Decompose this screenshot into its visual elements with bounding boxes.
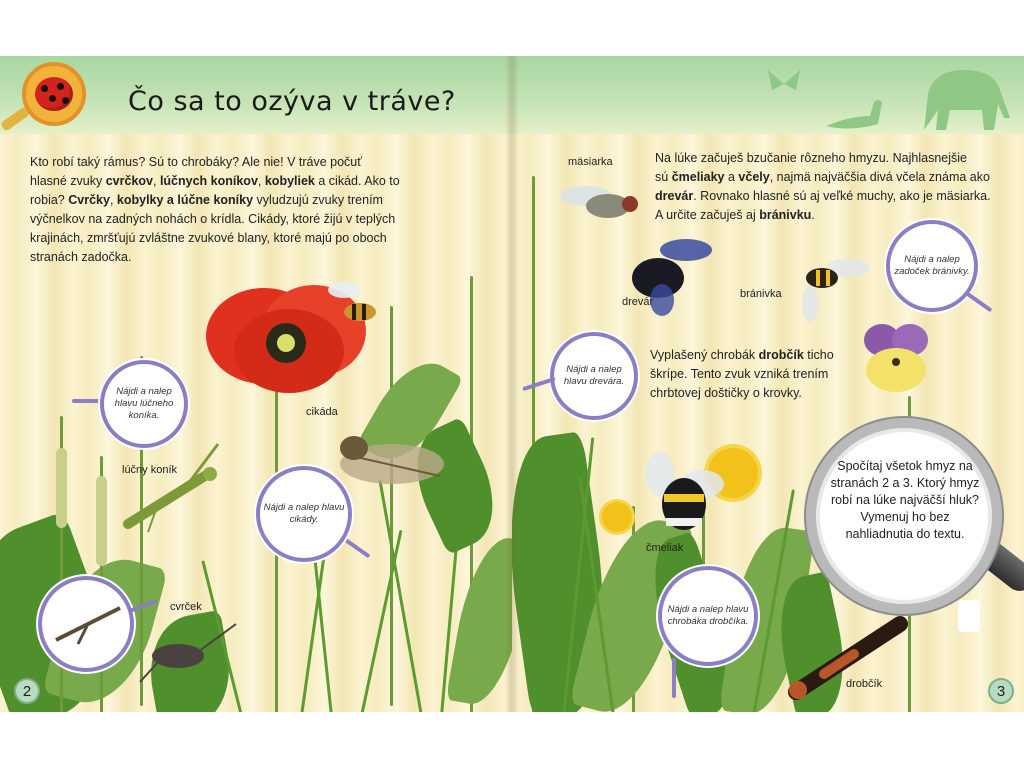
ladybug-icon — [35, 77, 73, 111]
text-line: hlasné zvuky cvrčkov, lúčnych koníkov, kobyliek a cikád. Ako to — [30, 174, 400, 188]
swan-silhouette-icon — [820, 96, 890, 132]
magnifier-question: Spočítaj všetok hmyz na stranách 2 a 3. Ktorý hmyz robí na lúke najväčší hluk? Vymenuj ho bez nahliadnutia do textu. — [830, 459, 980, 541]
cricket-leg-closeup — [38, 576, 134, 672]
intro-paragraph — [30, 153, 400, 267]
plantain-spike — [56, 448, 67, 528]
insects-paragraph — [655, 149, 1000, 225]
cricket-icon — [138, 616, 238, 686]
text-line: stranách zadočka. — [30, 250, 132, 264]
label-branivka: bránivka — [740, 288, 782, 300]
hoverfly-icon — [782, 234, 872, 324]
stem — [390, 306, 393, 706]
text-line: Na lúke začuješ bzučanie rôzneho hmyzu. Najhlasnejšie — [655, 151, 967, 165]
left-page — [0, 56, 512, 712]
sticker-spot-cikada[interactable]: Nájdi a nalep hlavu cikády. — [256, 466, 352, 562]
sticker-pointer — [344, 538, 371, 558]
flesh-fly-icon — [552, 174, 642, 234]
text-line: sú čmeliaky a včely, najmä najväčšia divá včela známa ako — [655, 170, 990, 184]
dandelion-flower — [602, 502, 632, 532]
right-page — [512, 56, 1024, 712]
sticker-pointer — [672, 658, 676, 698]
cicada-icon — [332, 426, 447, 496]
book-spine — [505, 56, 519, 712]
text-line: škrípe. Tento zvuk vzniká trením — [650, 367, 829, 381]
page-number-right: 3 — [988, 678, 1014, 704]
label-masiarka: mäsiarka — [568, 156, 613, 168]
elephant-silhouette-icon — [914, 60, 1018, 138]
label-cvrcek: cvrček — [170, 601, 202, 613]
book-spread — [0, 56, 1024, 712]
page-number-left: 2 — [14, 678, 40, 704]
text-line: drevár. Rovnako hlasné sú aj veľké muchy, ako je mäsiarka. — [655, 189, 991, 203]
ladybug-badge — [22, 62, 86, 126]
text-line: robia? Cvrčky, kobylky a lúčne koníky vyludzujú zvuky trením — [30, 193, 383, 207]
bumblebee-icon — [642, 444, 732, 540]
text-line: Kto robí taký rámus? Sú to chrobáky? Ale nie! V tráve počuť — [30, 155, 362, 169]
page-title: Čo sa to ozýva v tráve? — [128, 86, 456, 117]
sticker-spot-drobcik[interactable]: Nájdi a nalep hlavu chrobáka drobčíka. — [658, 566, 758, 666]
beetle-paragraph — [650, 346, 870, 403]
text-line: krajinách, zmršťujú zvláštne zvukové blany, ktoré majú po oboch — [30, 231, 387, 245]
grasshopper-icon — [118, 434, 230, 534]
sticker-spot-konik[interactable]: Nájdi a nalep hlavu lúčneho koníka. — [100, 360, 188, 448]
text-line: chrbtovej doštičky o krovky. — [650, 386, 802, 400]
plantain-spike — [96, 476, 107, 566]
text-line: Vyplašený chrobák drobčík ticho — [650, 348, 834, 362]
label-drevar: drevár — [622, 296, 654, 308]
label-drobcik: drobčík — [846, 678, 883, 690]
label-cmeliak: čmeliak — [646, 542, 684, 554]
sticker-spot-drevar[interactable]: Nájdi a nalep hlavu drevára. — [550, 332, 638, 420]
sticker-spot-branivka[interactable]: Nájdi a nalep zadoček bránivky. — [886, 220, 978, 312]
sticker-tab — [958, 600, 980, 632]
label-lucny-konik: lúčny koník — [122, 464, 178, 476]
butterfly-silhouette-icon — [764, 64, 804, 104]
text-line: výčnelkov na zadných nohách o krídla. Cikády, ktoré žijú v teplých — [30, 212, 396, 226]
cricket-leg-icon — [48, 600, 128, 650]
label-cikada: cikáda — [306, 406, 338, 418]
sticker-pointer — [966, 292, 993, 312]
bee-icon — [322, 276, 382, 328]
text-line: A určite začuješ aj bránivku. — [655, 208, 815, 222]
